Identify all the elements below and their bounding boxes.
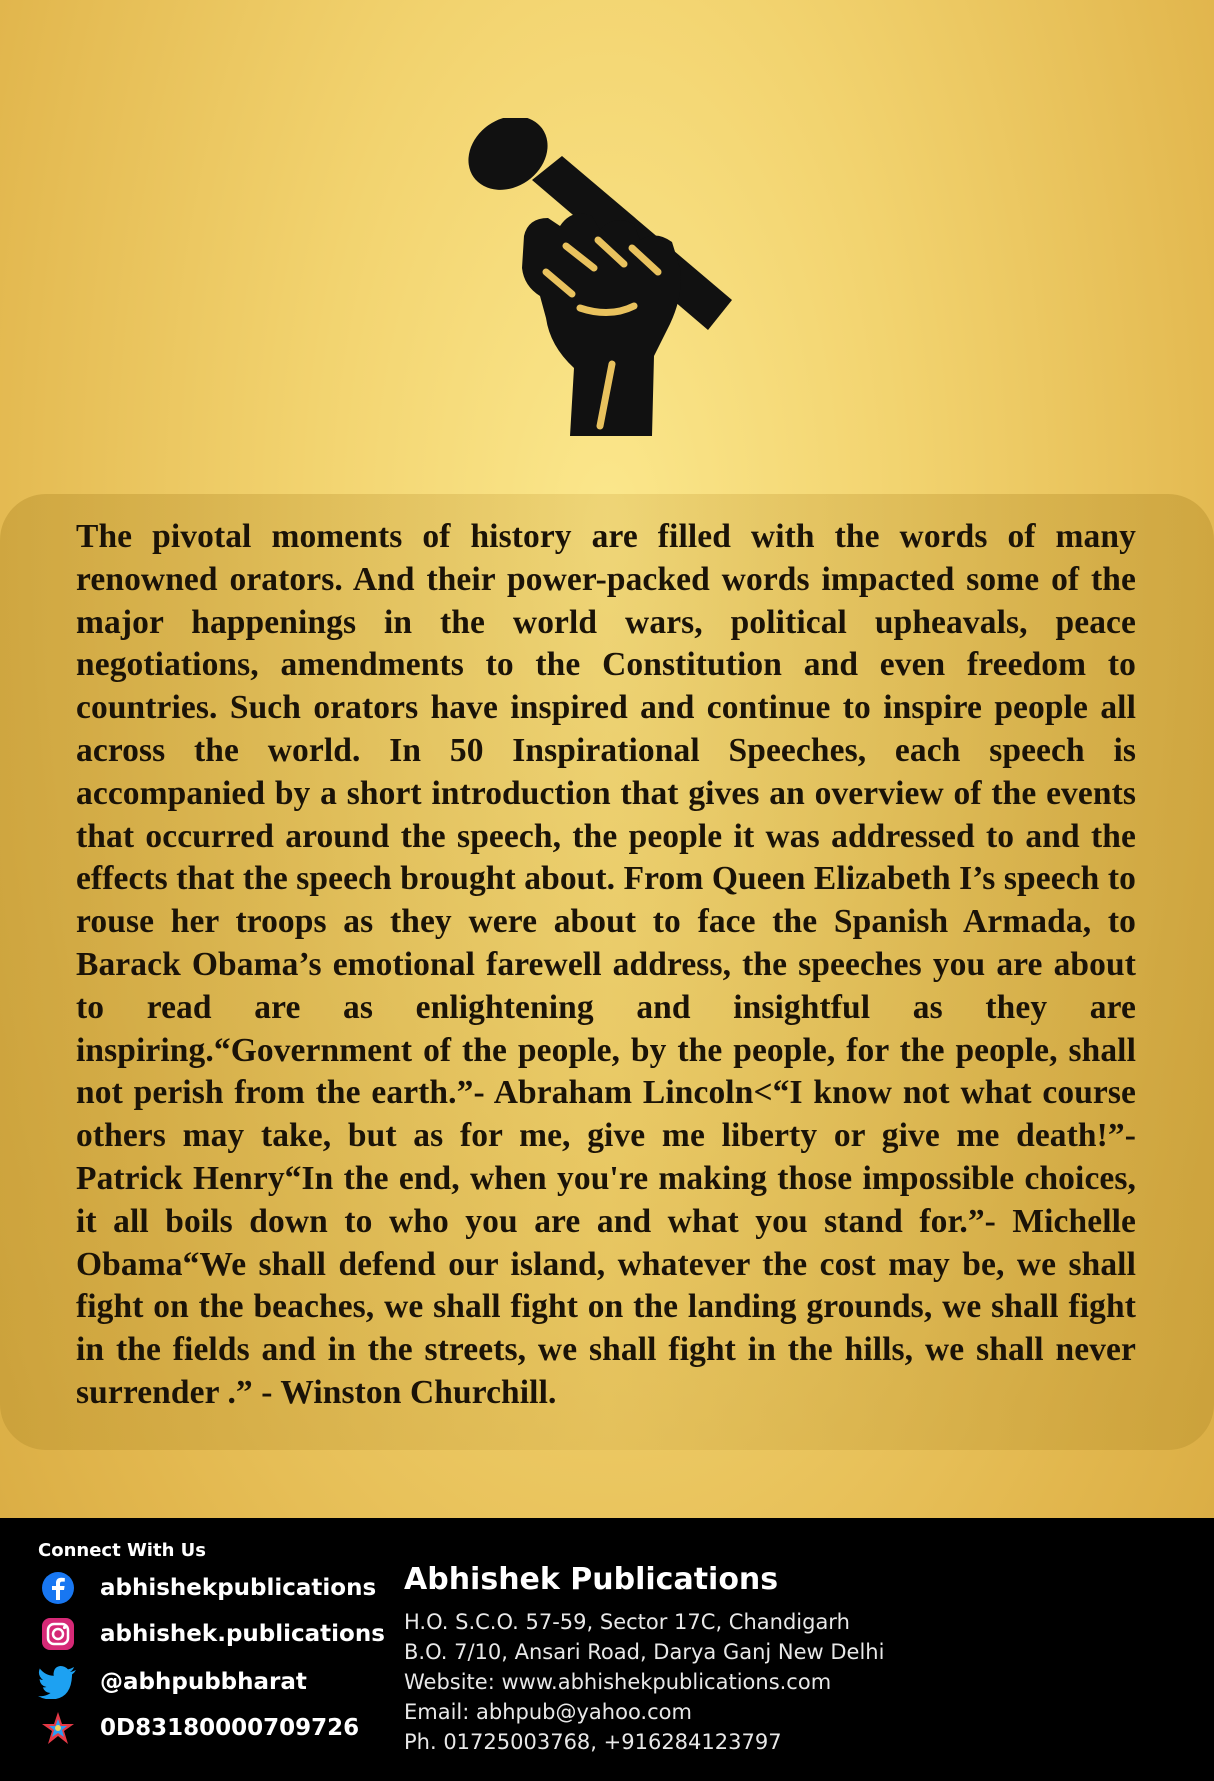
publisher-name: Abhishek Publications [404, 1562, 779, 1597]
head-office-address: H.O. S.C.O. 57-59, Sector 17C, Chandigarh [404, 1610, 850, 1634]
facebook-handle: abhishekpublications [100, 1575, 377, 1601]
facebook-icon [38, 1568, 78, 1608]
twitter-handle: @abhpubbharat [100, 1669, 307, 1695]
raised-fist-microphone-icon [462, 118, 752, 438]
facebook-link[interactable] [38, 1568, 376, 1608]
twitter-link[interactable] [38, 1662, 307, 1702]
instagram-handle: abhishek.publications [100, 1621, 385, 1647]
footer [0, 1518, 1214, 1781]
description-panel [0, 494, 1214, 1450]
branch-office-address: B.O. 7/10, Ansari Road, Darya Ganj New Delhi [404, 1640, 885, 1664]
book-description: The pivotal moments of history are filled with the words of many renowned orators. And their power-packed words impacted some of the major happenings in the world wars, political upheavals, peace negotiations, amendments to the Constitution and even freedom to countries. Such orators have inspired and continue to inspire people all across the world. In 50 Inspirational Speeches, each speech is accompanied by a short introduction that gives an overview of the events that occurred around the speech, the people it was addressed to and the effects that the speech brought about. From Queen Elizabeth I’s speech to rouse her troops as they were about to face the Spanish Armada, to Barack Obama’s emotional farewell address, the speeches you are about to read are as enlightening and insightful as they are inspiring.“Government of the people, by the people, for the people, shall not perish from the earth.”- Abraham Lincoln<“I know not what course others may take, but as for me, give me liberty or give me death!”- Patrick Henry“In the end, when you're making those impossible choices, it all boils down to who you are and what you stand for.”- Michelle Obama“We shall defend our island, whatever the cost may be, we shall fight on the beaches, we shall fight on the landing grounds, we shall fight in the fields and in the streets, we shall fight in the hills, we shall never surrender .” - Winston Churchill. [76, 518, 1136, 1411]
star-logo-icon [38, 1708, 78, 1748]
phone-numbers: Ph. 01725003768, +916284123797 [404, 1730, 782, 1754]
instagram-link[interactable] [38, 1614, 385, 1654]
website-link[interactable]: Website: www.abhishekpublications.com [404, 1670, 832, 1694]
email-link[interactable]: Email: abhpub@yahoo.com [404, 1700, 692, 1724]
instagram-icon [38, 1614, 78, 1654]
star-logo-link[interactable] [38, 1708, 359, 1748]
star-logo-id: 0D83180000709726 [100, 1715, 360, 1741]
twitter-icon [38, 1662, 78, 1702]
connect-title: Connect With Us [38, 1540, 206, 1561]
